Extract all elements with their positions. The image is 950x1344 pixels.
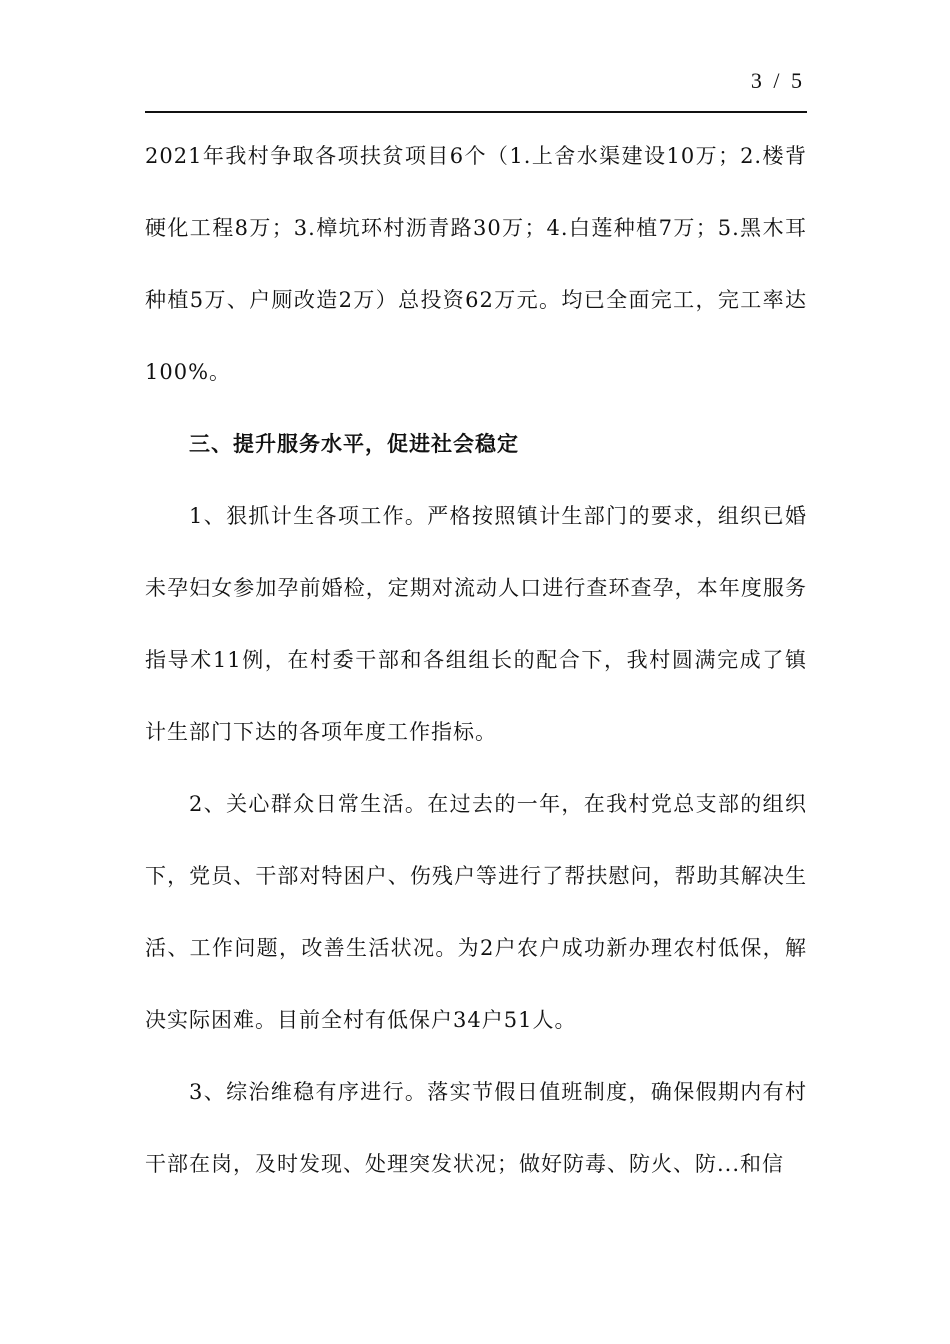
section-heading: 三、提升服务水平，促进社会稳定 <box>189 431 519 456</box>
paragraph-stability: 3、综治维稳有序进行。落实节假日值班制度，确保假期内有村干部在岗，及时发现、处理突发状况；做好防毒、防火、防...和信 <box>145 1080 807 1176</box>
header-divider <box>145 111 807 113</box>
document-body <box>145 120 807 1200</box>
paragraph-livelihood: 2、关心群众日常生活。在过去的一年，在我村党总支部的组织下，党员、干部对特困户、伤残户等进行了帮扶慰问，帮助其解决生活、工作问题，改善生活状况。为2户农户成功新办理农村低保，解决实际困难。目前全村有低保户34户51人。 <box>145 792 807 1032</box>
paragraph-poverty-projects: 2021年我村争取各项扶贫项目6个（1.上舍水渠建设10万；2.楼背硬化工程8万；3.樟坑环村沥青路30万；4.白莲种植7万；5.黑木耳种植5万、户厕改造2万）总投资62万元。均已全面完工，完工率达100%。 <box>145 144 807 384</box>
paragraph-family-planning: 1、狠抓计生各项工作。严格按照镇计生部门的要求，组织已婚未孕妇女参加孕前婚检，定期对流动人口进行查环查孕，本年度服务指导术11例，在村委干部和各组组长的配合下，我村圆满完成了镇计生部门下达的各项年度工作指标。 <box>145 504 807 744</box>
page-number: 3 / 5 <box>750 68 805 93</box>
